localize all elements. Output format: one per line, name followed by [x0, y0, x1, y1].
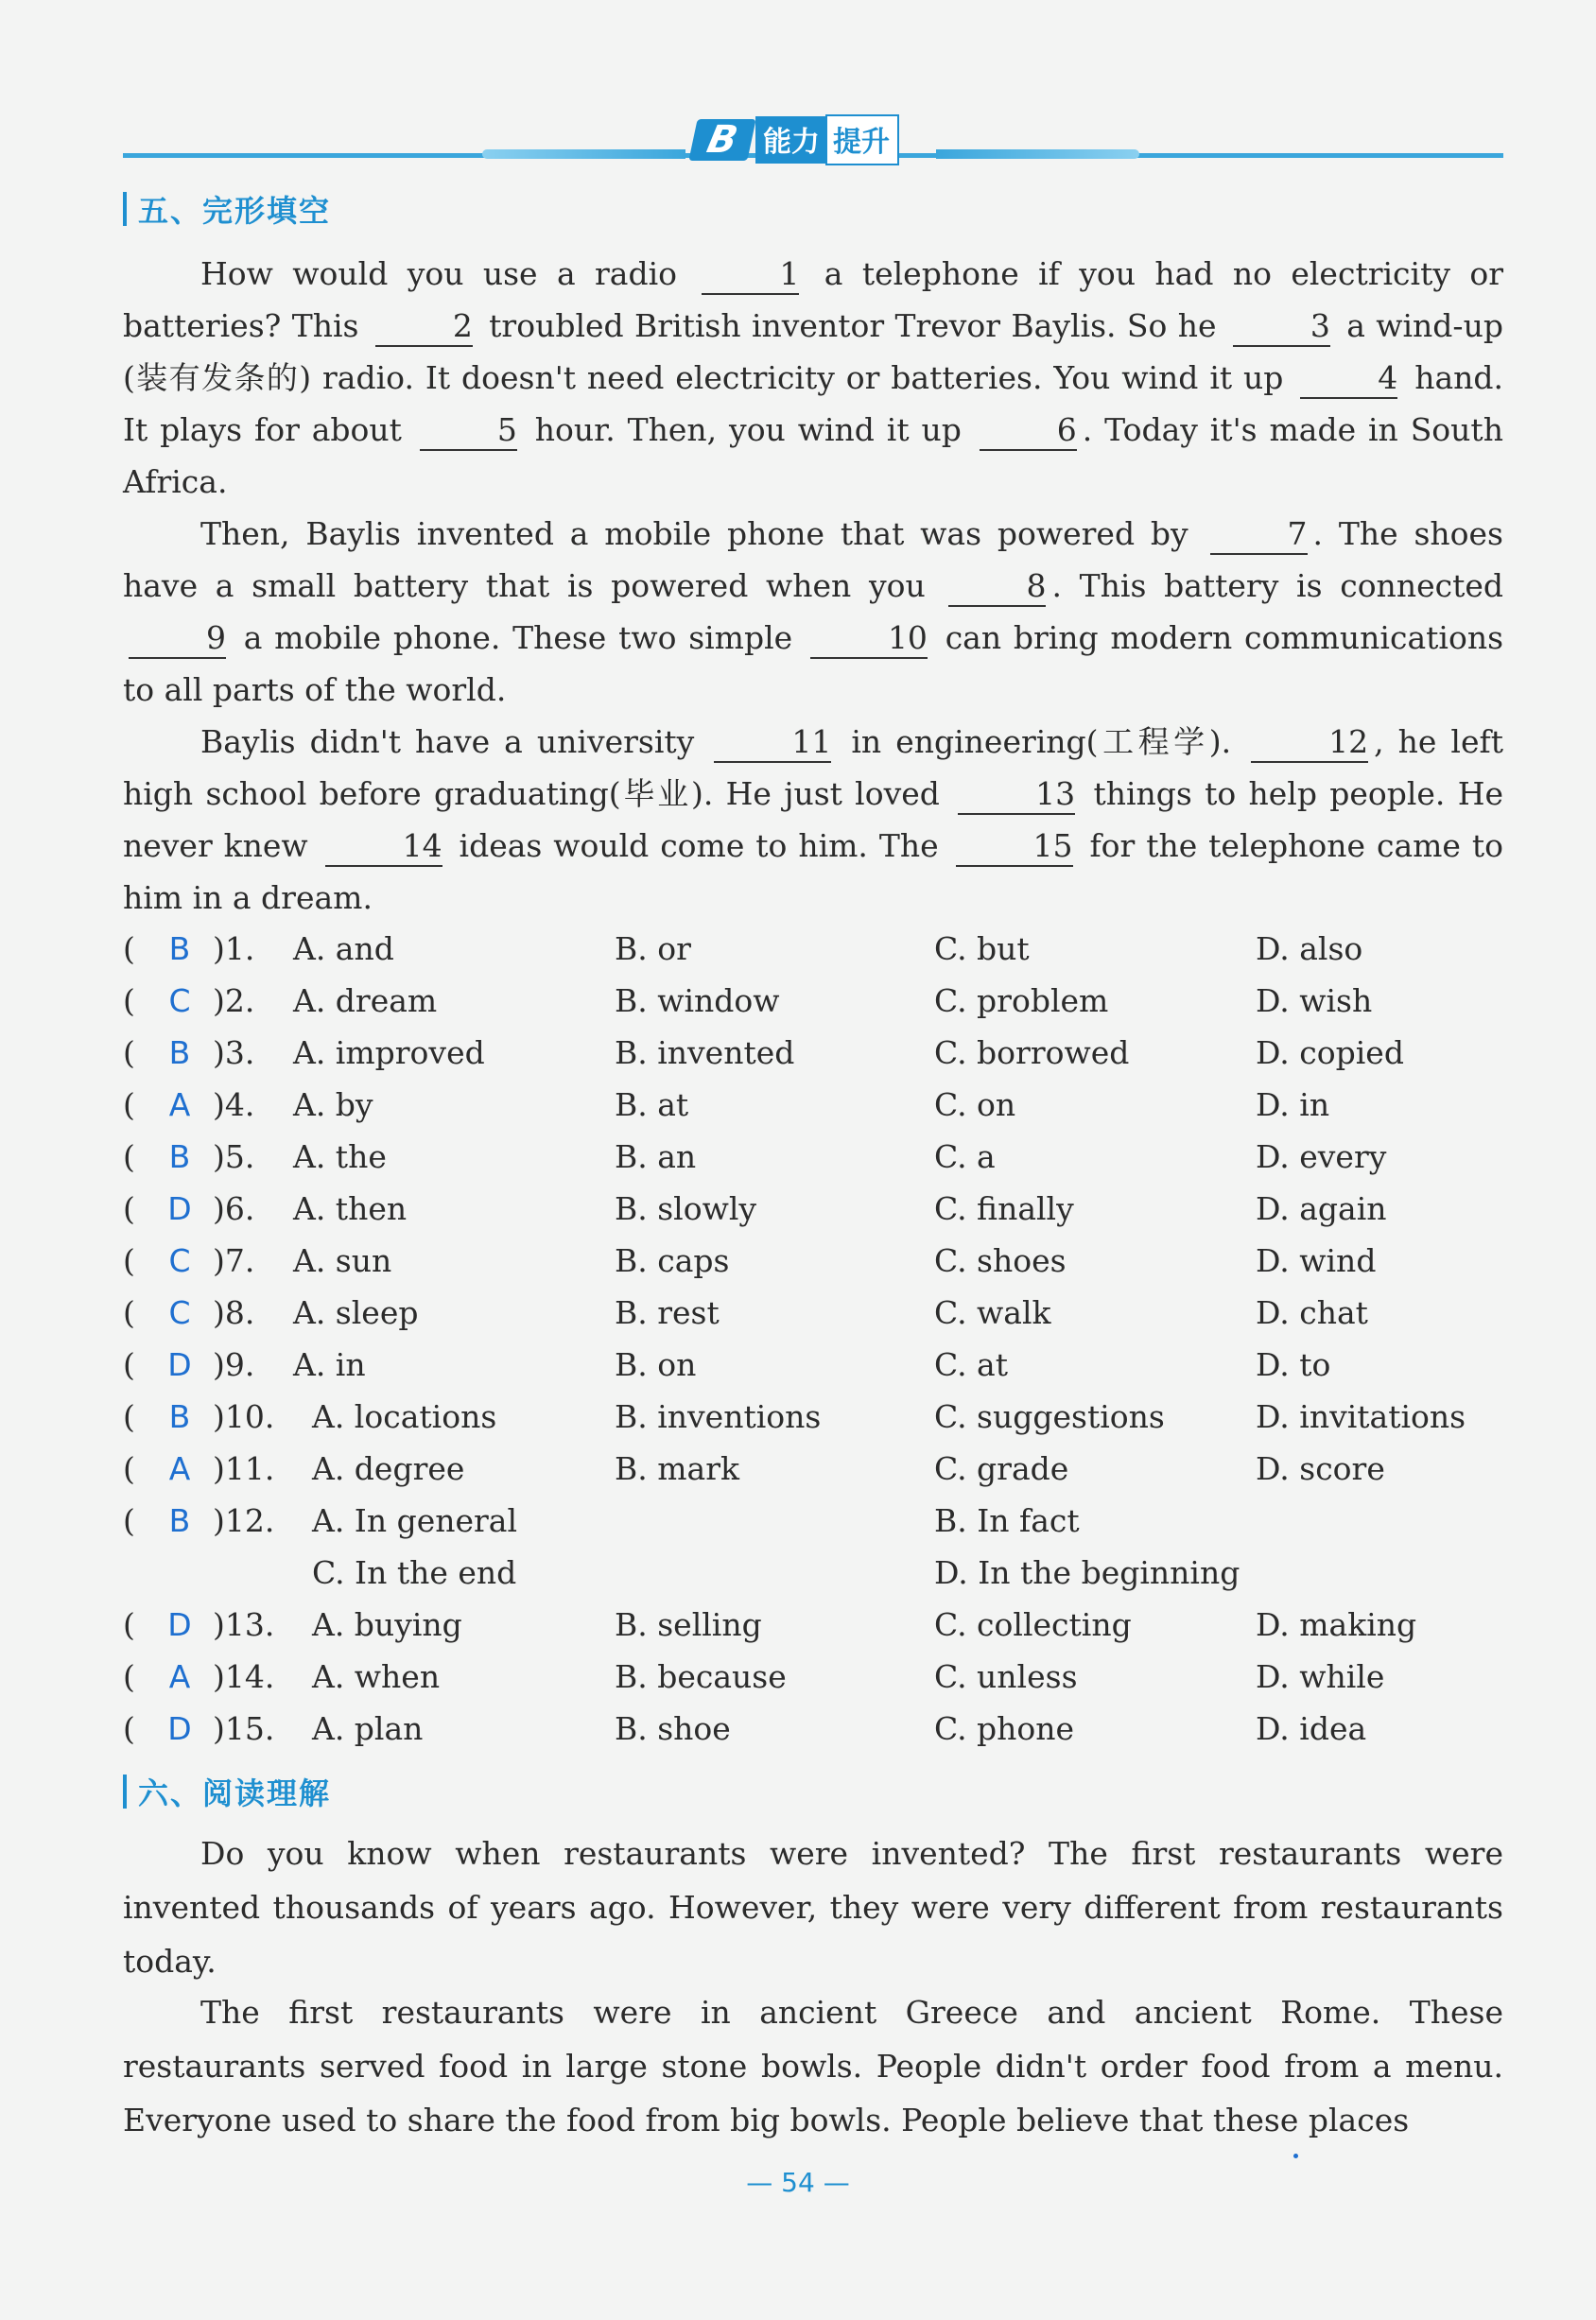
answer-letter: B — [168, 1138, 191, 1175]
text: Then, Baylis invented a mobile phone that was powered by — [200, 515, 1188, 552]
text: a mobile phone. These two simple — [243, 619, 793, 656]
option-d: D. copied — [1256, 1034, 1404, 1071]
option-b: B. caps — [615, 1242, 730, 1279]
blank-7: 7 — [1210, 515, 1308, 555]
option-a: A. and — [293, 930, 394, 967]
option-c: C. at — [934, 1346, 1008, 1383]
answer-letter: A — [168, 1450, 191, 1487]
option-a: A. degree — [312, 1450, 465, 1487]
paren-open: ( — [123, 1502, 135, 1539]
option-c: C. a — [934, 1138, 996, 1175]
option-c: C. finally — [934, 1190, 1074, 1227]
text: can bring modern communications to all parts of the world. — [123, 619, 1504, 708]
question-number: )2. — [213, 982, 255, 1019]
blank-11: 11 — [714, 723, 831, 763]
question-number: )12. — [213, 1502, 275, 1539]
blank-9: 9 — [129, 619, 226, 659]
question-row — [123, 1079, 1503, 1131]
option-b: B. rest — [615, 1294, 720, 1331]
paren-open: ( — [123, 982, 135, 1019]
answer-letter: D — [167, 1606, 192, 1643]
option-a: A. then — [293, 1190, 408, 1227]
option-a: A. buying — [312, 1606, 462, 1643]
option-a: A. the — [293, 1138, 387, 1175]
option-a: A. improved — [293, 1034, 485, 1071]
question-number: )4. — [213, 1086, 255, 1123]
text: . The shoes have a small battery that is powered when you — [123, 515, 1503, 604]
option-c: B. In fact — [934, 1502, 1080, 1539]
question-number: )9. — [213, 1346, 255, 1383]
heading-bar — [123, 192, 127, 226]
option-d: D. every — [1256, 1138, 1387, 1175]
answer-letter: C — [168, 982, 191, 1019]
option-a: A. dream — [293, 982, 438, 1019]
header-rule-right — [936, 149, 1139, 159]
option-a: A. when — [312, 1658, 441, 1695]
section5-title: 五、完形填空 — [138, 193, 332, 229]
option-c: C. problem — [934, 982, 1109, 1019]
paren-open: ( — [123, 1190, 135, 1227]
option-c: C. walk — [934, 1294, 1051, 1331]
question-row — [123, 1703, 1503, 1755]
answer-letter: A — [168, 1658, 191, 1695]
section5-heading — [123, 190, 331, 228]
blank-13: 13 — [958, 775, 1075, 815]
blank-3: 3 — [1233, 307, 1330, 347]
option-c: D. In the beginning — [934, 1554, 1240, 1591]
paren-open: ( — [123, 1450, 135, 1487]
answer-letter: A — [168, 1086, 191, 1123]
paren-open: ( — [123, 1346, 135, 1383]
option-d: D. again — [1256, 1190, 1387, 1227]
option-b: B. selling — [615, 1606, 762, 1643]
text: troubled British inventor Trevor Baylis. So he — [489, 307, 1217, 344]
ink-dot — [1293, 2154, 1298, 2158]
question-number: )8. — [213, 1294, 255, 1331]
option-a: A. locations — [312, 1398, 497, 1435]
question-number: )7. — [213, 1242, 255, 1279]
paren-open: ( — [123, 930, 135, 967]
option-d: D. also — [1256, 930, 1363, 967]
option-b: B. at — [615, 1086, 689, 1123]
answer-letter: B — [168, 930, 191, 967]
cloze-paragraph-3 — [123, 716, 1503, 924]
blank-15: 15 — [956, 827, 1073, 867]
option-b: B. on — [615, 1346, 697, 1383]
option-d: D. invitations — [1256, 1398, 1466, 1435]
question-number: )13. — [213, 1606, 275, 1643]
option-b: B. invented — [615, 1034, 795, 1071]
option-b: B. slowly — [615, 1190, 757, 1227]
blank-6: 6 — [980, 411, 1077, 451]
question-row — [123, 1183, 1503, 1235]
section-badge — [693, 119, 899, 161]
badge-text-1: 能力 — [755, 116, 825, 164]
text: ideas would come to him. The — [459, 827, 939, 864]
text: a wind-up (装有发条的) radio. It doesn't need electricity or batteries. You wind it up — [123, 307, 1503, 396]
question-row — [123, 923, 1503, 975]
blank-10: 10 — [810, 619, 928, 659]
option-b: B. inventions — [615, 1398, 822, 1435]
answer-letter: C — [168, 1294, 191, 1331]
question-row — [123, 1339, 1503, 1391]
page-number: — 54 — — [746, 2167, 850, 2198]
question-number: )11. — [213, 1450, 275, 1487]
option-a: A. In general — [312, 1502, 518, 1539]
question-row — [123, 1599, 1503, 1651]
text: hand. It plays for about — [123, 359, 1503, 448]
paren-open: ( — [123, 1710, 135, 1747]
text: a telephone if you had no electricity or batteries? This — [123, 255, 1503, 344]
option-b: B. or — [615, 930, 691, 967]
question-row — [123, 975, 1503, 1027]
blank-5: 5 — [420, 411, 517, 451]
paren-open: ( — [123, 1034, 135, 1071]
cloze-paragraph-1 — [123, 248, 1503, 508]
blank-1: 1 — [702, 255, 799, 295]
question-number: )15. — [213, 1710, 275, 1747]
option-a: A. by — [293, 1086, 373, 1123]
blank-14: 14 — [325, 827, 442, 867]
question-number: )1. — [213, 930, 255, 967]
question-number: )5. — [213, 1138, 255, 1175]
blank-8: 8 — [948, 567, 1046, 607]
option-d: D. chat — [1256, 1294, 1368, 1331]
option-c: C. phone — [934, 1710, 1075, 1747]
answer-letter: D — [167, 1190, 192, 1227]
option-a: A. sun — [293, 1242, 392, 1279]
question-row — [123, 1495, 1503, 1547]
question-row — [123, 1391, 1503, 1443]
question-number: )6. — [213, 1190, 255, 1227]
paren-open: ( — [123, 1658, 135, 1695]
text: in engineering(工程学). — [851, 723, 1232, 760]
text: How would you use a radio — [200, 255, 677, 292]
option-a: A. sleep — [293, 1294, 419, 1331]
reading-paragraph-2: The first restaurants were in ancient Greece and ancient Rome. These restaurants served food in large stone bowls. People didn't order food from a menu. Everyone used to share the food from big bowls. People believe that these places — [123, 1994, 1503, 2138]
text: hour. Then, you wind it up — [534, 411, 962, 448]
question-row — [123, 1443, 1503, 1495]
option-c: C. but — [934, 930, 1030, 967]
option-b: B. window — [615, 982, 780, 1019]
option-c: C. unless — [934, 1658, 1078, 1695]
question-row — [123, 1287, 1503, 1339]
option-c: C. grade — [934, 1450, 1069, 1487]
blank-4: 4 — [1300, 359, 1397, 399]
paren-open: ( — [123, 1294, 135, 1331]
option-b: B. an — [615, 1138, 697, 1175]
text: for the telephone came to him in a dream. — [123, 827, 1503, 916]
option-c: C. on — [934, 1086, 1016, 1123]
header-rule-left — [482, 149, 685, 159]
option-d: D. idea — [1256, 1710, 1367, 1747]
blank-12: 12 — [1251, 723, 1368, 763]
badge-letter: B — [688, 119, 755, 161]
text: . Today it's made in South Africa. — [123, 411, 1503, 500]
blank-2: 2 — [375, 307, 473, 347]
heading-bar — [123, 1775, 127, 1809]
question-row — [123, 1651, 1503, 1703]
question-row — [123, 1235, 1503, 1287]
paren-open: ( — [123, 1086, 135, 1123]
reading-paragraph-1: Do you know when restaurants were invented? The first restaurants were invented thousands of years ago. However, they were very different from restaurants today. — [123, 1835, 1503, 1980]
option-a: A. in — [293, 1346, 366, 1383]
option-d: D. wish — [1256, 982, 1373, 1019]
text: . This battery is connected — [1051, 567, 1503, 604]
text: , he left high school before graduating(毕业). He just loved — [123, 723, 1503, 812]
option-d: D. while — [1256, 1658, 1385, 1695]
question-number: )3. — [213, 1034, 255, 1071]
section6-heading — [123, 1773, 331, 1810]
text: things to help people. He never knew — [123, 775, 1503, 864]
question-row — [123, 1027, 1503, 1079]
option-a: C. In the end — [312, 1554, 517, 1591]
answer-letter: D — [167, 1710, 192, 1747]
answer-letter: B — [168, 1398, 191, 1435]
option-d: D. in — [1256, 1086, 1330, 1123]
paren-open: ( — [123, 1138, 135, 1175]
option-c: C. borrowed — [934, 1034, 1130, 1071]
option-d: D. to — [1256, 1346, 1331, 1383]
badge-text-2: 提升 — [825, 114, 899, 165]
paren-open: ( — [123, 1242, 135, 1279]
paren-open: ( — [123, 1398, 135, 1435]
question-row — [123, 1131, 1503, 1183]
text: Baylis didn't have a university — [200, 723, 695, 760]
option-b: B. mark — [615, 1450, 739, 1487]
cloze-paragraph-2 — [123, 508, 1503, 716]
section6-title: 六、阅读理解 — [138, 1775, 332, 1811]
answer-letter: D — [167, 1346, 192, 1383]
question-number: )14. — [213, 1658, 275, 1695]
answer-letter: C — [168, 1242, 191, 1279]
option-a: A. plan — [312, 1710, 424, 1747]
option-b: B. shoe — [615, 1710, 731, 1747]
option-d: D. score — [1256, 1450, 1385, 1487]
option-c: C. collecting — [934, 1606, 1132, 1643]
option-d: D. making — [1256, 1606, 1417, 1643]
answer-letter: B — [168, 1502, 191, 1539]
question-number: )10. — [213, 1398, 275, 1435]
question-row — [123, 1547, 1503, 1599]
option-c: C. suggestions — [934, 1398, 1165, 1435]
option-b: B. because — [615, 1658, 787, 1695]
option-c: C. shoes — [934, 1242, 1067, 1279]
paren-open: ( — [123, 1606, 135, 1643]
answer-letter: B — [168, 1034, 191, 1071]
option-d: D. wind — [1256, 1242, 1377, 1279]
